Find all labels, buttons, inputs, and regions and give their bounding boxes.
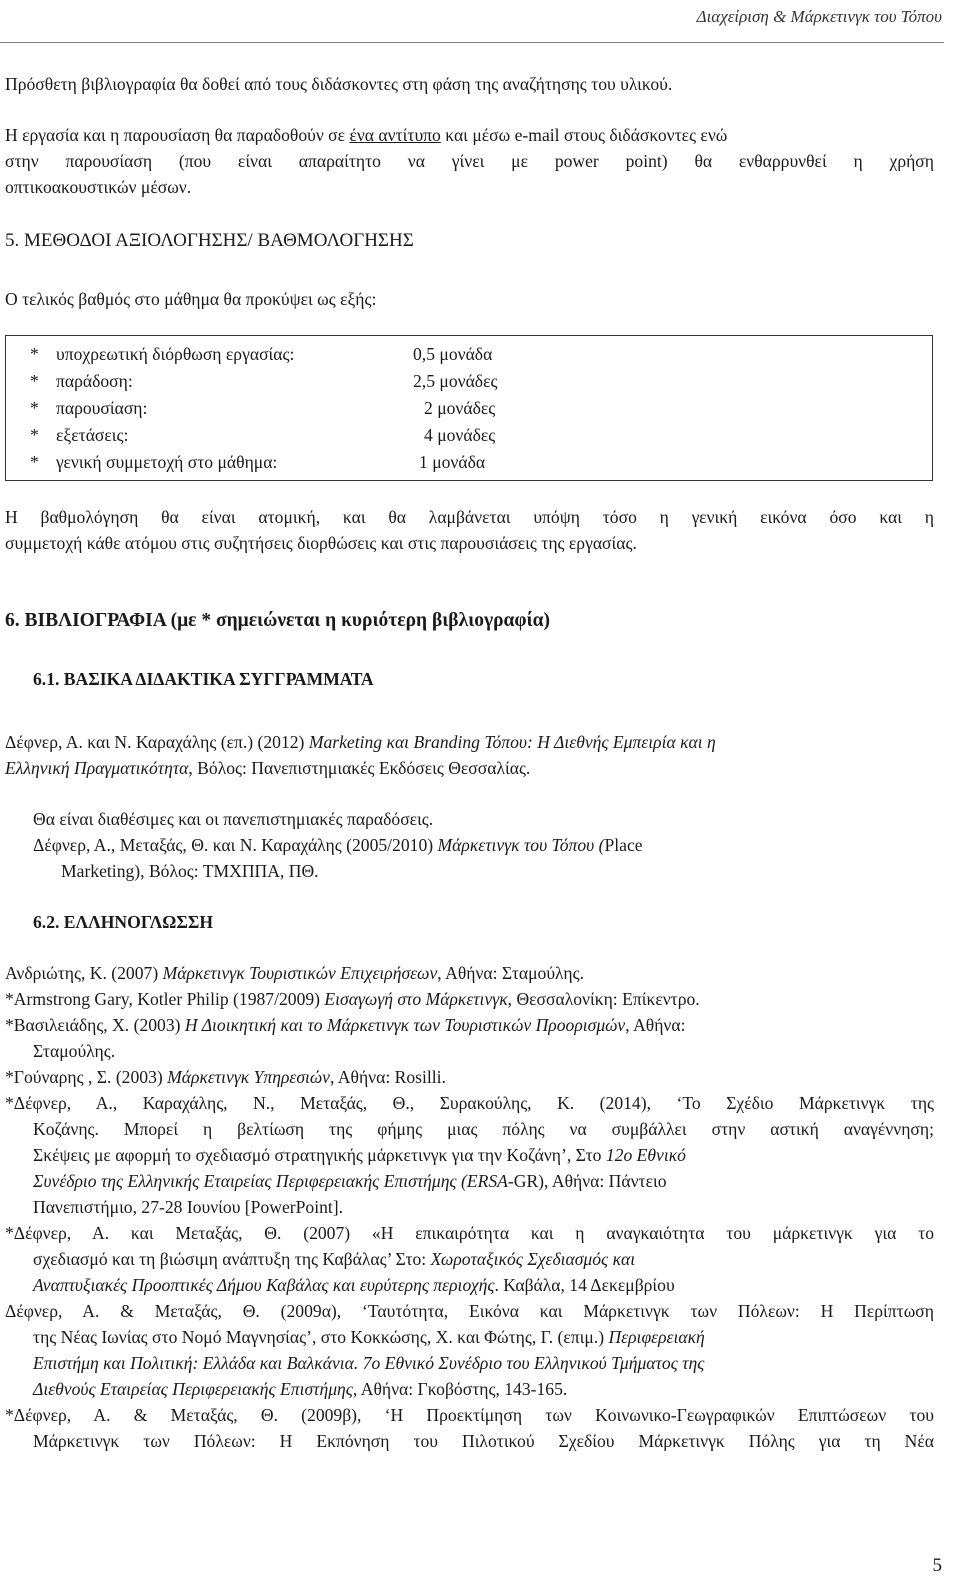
section-6-title: 6. ΒΙΒΛΙΟΓΡΑΦΙΑ (με * σημειώνεται η κυριότερη βιβλιογραφία)	[5, 610, 550, 631]
reference-g5: *Δέφνερ, Α., Καραχάλης, Ν., Μεταξάς, Θ., Συρακούλης, Κ. (2014), ‘Το Σχέδιο Μάρκετινγκ της Κοζάνης. Μπορεί η βελτίωση της φήμης μιας πόλης να συμβάλλει στην αστική αναγέννηση; Σκέψεις με αφορμή το σχεδιασμό στρατηγικής μάρκετινγκ για την Κοζάνη’, Στο 12ο Εθνικό Συνέδριο της Ελληνικής Εταιρείας Περιφερειακής Επιστήμης (ERSA-GR), Αθήνα: Πάντειο Πανεπιστήμιο, 27-28 Ιουνίου [PowerPoint].	[5, 1093, 934, 1217]
page-number: 5	[932, 1555, 942, 1576]
reference-1-note: Θα είναι διαθέσιμες και οι πανεπιστημιακές παραδόσεις.	[33, 809, 434, 829]
reference-2: Δέφνερ, Α., Μεταξάς, Θ. και Ν. Καραχάλης (2005/2010) Μάρκετινγκ του Τόπου (Place Marketing), Βόλος: ΤΜΧΠΠΑ, ΠΘ.	[33, 835, 643, 881]
subsection-6-1-title: 6.1. ΒΑΣΙΚΑ ΔΙΔΑΚΤΙΚΑ ΣΥΓΓΡΑΜΜΑΤΑ	[33, 669, 374, 689]
intro-paragraph-2: Η εργασία και η παρουσίαση θα παραδοθούν σε ένα αντίτυπο και μέσω e-mail στους διδάσκοντες ενώ στην παρουσίαση (που είναι απαραίτητο να γίνει με power point) θα ενθαρρυνθεί η χρήση οπτικοακουστικών μέσων.	[5, 125, 934, 197]
reference-g4: *Γούναρης , Σ. (2003) Μάρκετινγκ Υπηρεσιών, Αθήνα: Rosilli.	[5, 1067, 446, 1087]
grading-note: Η βαθμολόγηση θα είναι ατομική, και θα λαμβάνεται υπόψη τόσο η γενική εικόνα όσο και η συμμετοχή κάθε ατόμου στις συζητήσεις διορθώσεις και στις παρουσιάσεις της εργασίας.	[5, 507, 934, 553]
underlined-copy: ένα αντίτυπο	[349, 125, 441, 145]
section-5-title: 5. ΜΕΘΟΔΟΙ ΑΞΙΟΛΟΓΗΣΗΣ/ ΒΑΘΜΟΛΟΓΗΣΗΣ	[5, 230, 414, 251]
grading-box: * υποχρεωτική διόρθωση εργασίας: 0,5 μονάδα * παράδοση: 2,5 μονάδες * παρουσίαση: 2 μονάδες * εξετάσεις: 4 μονάδες * γενική συμμετοχή στο μάθημα: 1 μονάδα	[5, 335, 933, 481]
section-5-intro: Ο τελικός βαθμός στο μάθημα θα προκύψει ως εξής:	[5, 289, 377, 309]
reference-g7: Δέφνερ, Α. & Μεταξάς, Θ. (2009α), ‘Ταυτότητα, Εικόνα και Μάρκετινγκ των Πόλεων: Η Περίπτωση της Νέας Ιωνίας στο Νομό Μαγνησίας’, στο Κοκκώσης, Χ. και Φώτης, Γ. (επιμ.) Περιφερειακή Επιστήμη και Πολιτική: Ελλάδα και Βαλκάνια. 7ο Εθνικό Συνέδριο του Ελληνικού Τμήματος της Διεθνούς Εταιρείας Περιφερειακής Επιστήμης, Αθήνα: Γκοβόστης, 143-165.	[5, 1301, 934, 1399]
reference-g1: Ανδριώτης, Κ. (2007) Μάρκετινγκ Τουριστικών Επιχειρήσεων, Αθήνα: Σταμούλης.	[5, 963, 584, 983]
reference-g3: *Βασιλειάδης, Χ. (2003) Η Διοικητική και το Μάρκετινγκ των Τουριστικών Προορισμών, Αθήνα: Σταμούλης.	[5, 1015, 686, 1061]
running-header: Διαχείριση & Μάρκετινγκ του Τόπου	[696, 7, 942, 26]
reference-1: Δέφνερ, Α. και Ν. Καραχάλης (επ.) (2012) Marketing και Branding Τόπου: Η Διεθνής Εμπειρία και η Ελληνική Πραγματικότητα, Βόλος: Πανεπιστημιακές Εκδόσεις Θεσσαλίας.	[5, 732, 716, 778]
reference-g8: *Δέφνερ, Α. & Μεταξάς, Θ. (2009β), ‘Η Προεκτίμηση των Κοινωνικο-Γεωγραφικών Επιπτώσεων του Μάρκετινγκ των Πόλεων: Η Εκπόνηση του Πιλοτικού Σχεδίου Μάρκετινγκ Πόλης για τη Νέα	[5, 1405, 934, 1451]
reference-g6: *Δέφνερ, Α. και Μεταξάς, Θ. (2007) «Η επικαιρότητα και η αναγκαιότητα του μάρκετινγκ για το σχεδιασμό και τη βιώσιμη ανάπτυξη της Καβάλας’ Στο: Χωροταξικός Σχεδιασμός και Αναπτυξιακές Προοπτικές Δήμου Καβάλας και ευρύτερης περιοχής. Καβάλα, 14 Δεκεμβρίου	[5, 1223, 934, 1295]
subsection-6-2-title: 6.2. ΕΛΛΗΝΟΓΛΩΣΣΗ	[33, 912, 214, 932]
reference-g2: *Armstrong Gary, Kotler Philip (1987/2009) Εισαγωγή στο Μάρκετινγκ, Θεσσαλονίκη: Επίκεντρο.	[5, 989, 700, 1009]
intro-paragraph-1: Πρόσθετη βιβλιογραφία θα δοθεί από τους διδάσκοντες στη φάση της αναζήτησης του υλικού.	[5, 74, 673, 94]
header-rule	[0, 42, 944, 43]
